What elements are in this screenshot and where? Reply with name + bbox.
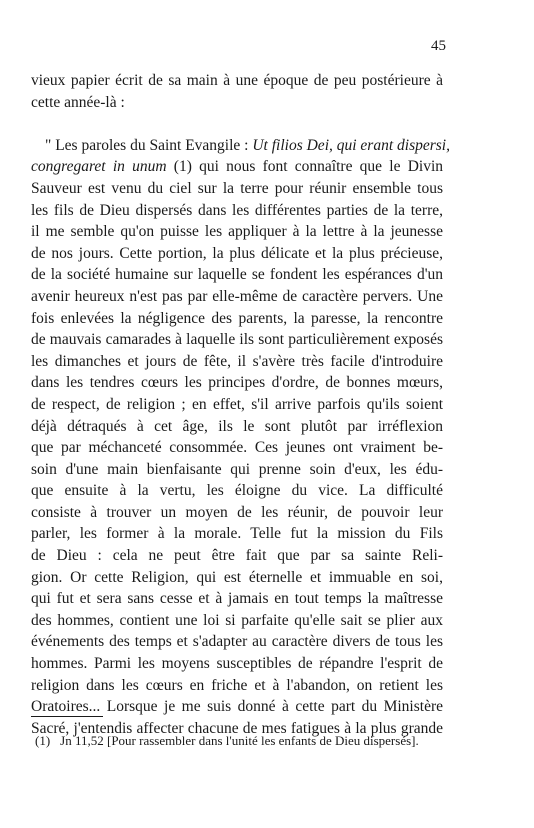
text-line-28: religion dans les cœurs en friche et à l'abandon, on retient les [31,676,443,694]
text-line-22: de Dieu : cela ne peut être fait que par sa sainte Reli- [31,547,443,565]
text-line-21: parler, les former à la morale. Telle fut la mission du Fils [31,525,443,543]
text-line-23: gion. Or cette Religion, qui est éternelle et immuable en soi, [31,568,443,586]
quote-continuation: (1) qui nous font connaître que le Divin [166,158,444,176]
paragraph-gap [31,113,443,135]
text-line-2: cette année-là : [31,93,125,111]
text-line-18: soin d'une main bienfaisante qui prenne soin d'eux, les édu- [31,460,443,478]
text-line-29: Oratoires... Lorsque je me suis donné à cette part du Ministère [31,698,443,716]
text-line-27: hommes. Parmi les moyens susceptibles de répandre l'esprit de [31,655,443,673]
text-line-1: vieux papier écrit de sa main à une époque de peu postérieure à [31,72,443,89]
footnote-text: Jn 11,52 [Pour rassembler dans l'unité les enfants de Dieu dispersés]. [60,733,419,748]
footnote-mark: (1) [35,733,51,748]
text-line-12: de mauvais camarades à laquelle ils sont particulièrement exposés [31,331,443,349]
text-line-19: que ensuite à la vertu, les éloigne du vice. La difficulté [31,482,443,500]
text-line-16: déjà détraqués à cet âge, ils le sont plutôt par irréflexion [31,417,443,435]
footnote-separator [31,716,103,717]
text-line-13: les dimanches et jours de fête, il s'avère très facile d'introduire [31,352,443,370]
text-line-3 [31,135,450,157]
page-number: 45 [431,38,446,54]
text-line-4 [31,156,443,178]
footnote [35,733,419,749]
text-line-20: consiste à trouver un moyen de les réunir, de pouvoir leur [31,503,443,521]
text-line-5: Sauveur est venu du ciel sur la terre pour réunir ensemble tous [31,179,443,197]
latin-quote-part-2: congregaret in unum [31,158,167,176]
text-line-11: fois enlevées la négligence des parents, la paresse, la rencontre [31,309,443,327]
text-line-9: de la société humaine sur laquelle se fondent les espérances d'un [31,266,443,284]
text-line-8: de nos jours. Cette portion, la plus délicate et la plus précieuse, [31,244,443,262]
text-line-17: que par méchanceté consommée. Ces jeunes ont vraiment be- [31,439,443,457]
text-line-30: Sacré, j'entendis affecter chacune de mes fatigues à la plus grande [31,719,443,737]
text-line-25: des hommes, contient une loi si parfaite qu'elle sait se plier aux [31,611,443,629]
body-text [31,70,450,739]
text-line-7: il me semble qu'on puisse les appliquer à la lettre à la jeunesse [31,223,443,241]
text-line-14: dans les tendres cœurs les principes d'ordre, de bonnes mœurs, [31,374,443,392]
text-line-6: les fils de Dieu dispersés dans les différentes parties de la terre, [31,201,443,219]
text-line-10: avenir heureux n'est pas par elle-même de caractère pervers. Une [31,287,443,305]
text-line-24: qui fut et sera sans cesse et à jamais en tout temps la maîtresse [31,590,443,608]
text-line-26: événements des temps et s'adapter au caractère divers de tous les [31,633,443,651]
latin-quote-part-1: Ut filios Dei, qui erant dispersi, [252,136,450,154]
quote-intro: " Les paroles du Saint Evangile : [45,136,253,154]
text-line-15: de respect, de religion ; en effet, s'il arrive parfois qu'ils soient [31,395,443,413]
